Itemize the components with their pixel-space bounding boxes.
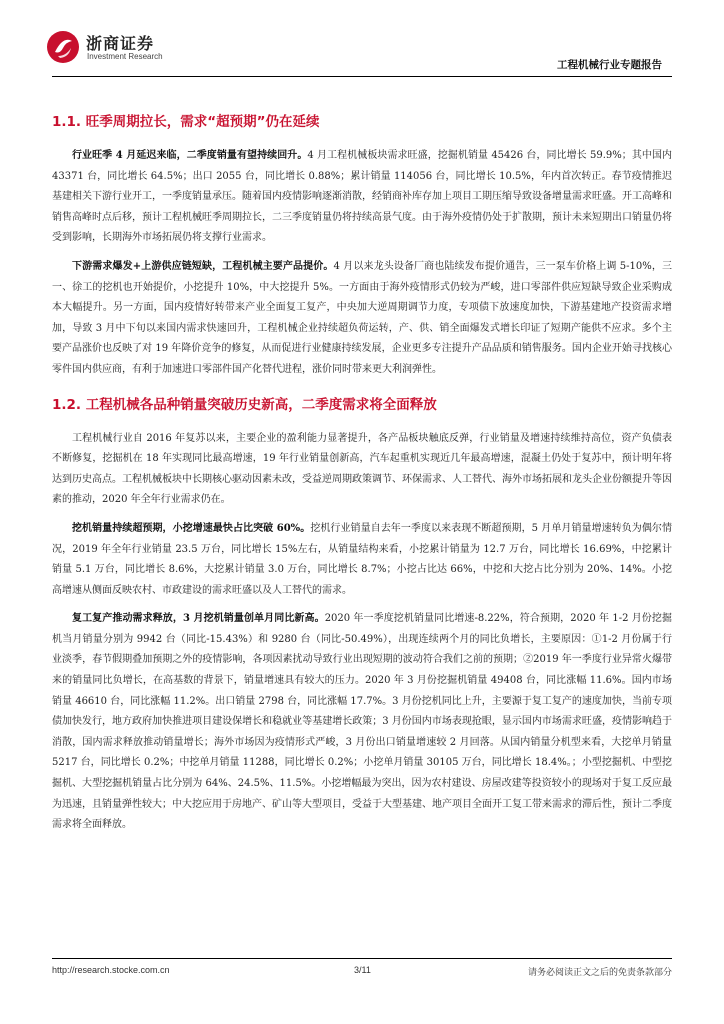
page-header: [0, 0, 724, 80]
section-heading-1-1: 1.1. 旺季周期拉长，需求“超预期”仍在延续: [52, 114, 320, 130]
paragraph-text: 2020 年一季度挖机销量同比增速-8.22%，符合预期，2020 年 1-2 月份挖掘机当月销量分别为 9942 台（同比-15.43%）和 9280 台（同比-50.49%），出现连续两个月的同比负增长，主要原因：①1-2 月份属于行业淡季，春节假期叠加预期之外的疫情影响，各项因素扰动导致行业出现短期的波动符合我们之前的预期；②2019 年一季度行业异常火爆带来的销量同比负增长，在高基数的背景下，销量增速具有较大的压力。2020 年 3 月份挖掘机销量 49408 台，同比涨幅 11.6%。国内市场销量 46610 台，同比涨幅 11.2%。出口销量 2798 台，同比涨幅 17.7%。3 月份挖机同比上升，主要源于复工复产的速度加快，当前专项债加快发行，地方政府加快推进项目建设保增长和稳就业等基建增长政策；3 月份国内市场表现抢眼，显示国内市场需求旺盛，疫情影响趋于消散，国内需求释放推动销量增长；海外市场因为疫情形式严峻，3 月份出口销量增速较 2 月回落。从国内销量分机型来看，大挖单月销量 5217 台，同比增长 0.2%；中挖单月销量 11288，同比增长 0.2%；小挖单月销量 30105 万台，同比增长 18.4%。；小型挖掘机、中型挖掘机、大型挖掘机销量占比分别为 64%、24.5%、11.5%。小挖增幅最为突出，因为农村建设、房屋改建等投资较小的现场对于复工反应最为迅速，且销量弹性较大；中大挖应用于房地产、矿山等大型项目，受益于大型基建、地产项目全面开工复工带来需求的滞后性，预计二季度需求将全面释放。: [52, 613, 672, 831]
brand-name: 浙商证券: [86, 34, 155, 53]
paragraph-lead: 行业旺季 4 月延迟来临，二季度销量有望持续回升。: [72, 150, 308, 161]
paragraph: [52, 257, 672, 381]
footer-disclaimer: 请务必阅读正文之后的免责条款部分: [527, 968, 672, 978]
paragraph: [52, 609, 672, 836]
report-type: 工程机械行业专题报告: [557, 59, 662, 71]
page-number: 3/11: [354, 965, 371, 975]
paragraph: [52, 146, 672, 249]
paragraph: [52, 429, 672, 511]
brand-logo-icon: [46, 30, 80, 64]
paragraph-lead: 复工复产推动需求释放，3 月挖机销量创单月同比新高。: [72, 613, 325, 625]
paragraph: [52, 519, 672, 601]
footer-url-link[interactable]: http://research.stocke.com.cn: [52, 965, 170, 975]
paragraph-text: 工程机械行业自 2016 年复苏以来，主要企业的盈利能力显著提升，各产品板块触底反弹，行业销量及增速持续维持高位，资产负债表不断修复，挖掘机在 18 年实现同比最高增速，19 年行业销量创新高，汽车起重机实现近几年最高增速，混凝土仍处于复苏中，预计明年将达到历史高点。工程机械板块中长期核心驱动因素未改，受益逆周期政策调节、环保需求、人工替代、海外市场拓展和龙头企业份额提升等因素的推动，2020 年全年行业需求仍在。: [52, 432, 672, 506]
paragraph-lead: 下游需求爆发+上游供应链短缺，工程机械主要产品提价。: [72, 260, 334, 272]
paragraph-text: 4 月以来龙头设备厂商也陆续发布提价通告，三一泵车价格上调 5-10%，三一、徐工的挖机也开始提价，小挖提升 10%，中大挖提升 5%。一方面由于海外疫情形式仍较为严峻，进口零部件供应短缺导致企业采购成本大幅提升。另一方面，国内疫情好转带来产业全面复工复产，中央加大逆周期调节力度，专项债下放速度加快，下游基建地产投资需求增加，导致 3 月中下旬以来国内需求快速回升，工程机械企业持续超负荷运转，产、供、销全面爆发式增长印证了短期产能供不应求。多个主要产品涨价也反映了对 19 年降价竞争的修复，从而促进行业健康持续发展，企业更多专注提升产品品质和销售服务。国内企业开始寻找核心零件国内供应商，有利于加速进口零部件国产化替代进程，涨价同时带来更大利润弹性。: [52, 260, 672, 375]
paragraph-text: 4 月工程机械板块需求旺盛，挖掘机销量 45426 台，同比增长 59.9%；其中国内 43371 台，同比增长 64.5%；出口 2055 台，同比增长 0.88%；累计销量 114056 台，同比增长 10.5%，年内首次转正。春节疫情推迟基建相关下游行业开工，一季度销量承压。随着国内疫情影响逐渐消散，经销商补库存加上项目工期压缩导致设备增量需求旺盛。开工高峰和销售高峰时点后移，预计工程机械旺季周期拉长，二三季度销量仍将持续高景气度。由于海外疫情仍处于扩散期，预计未来短期出口销量仍将受到影响，长期海外市场拓展仍将支撑行业需求。: [52, 150, 673, 244]
main-content: [52, 112, 672, 844]
brand-name-en: Investment Research: [87, 52, 163, 61]
paragraph-text: 挖机行业销量自去年一季度以来表现不断超预期，5 月单月销量增速转负为偶尔情况，2019 年全年行业销量 23.5 万台，同比增长 15%左右，从销量结构来看，小挖累计销量为 12.7 万台，同比增长 16.69%，中挖累计销量 5.1 万台，同比增长 8.6%，大挖累计销量 3.0 万台，同比增长 8.7%；小挖占比达 66%，中挖和大挖占比分别为 20%、14%。小挖高增速从侧面反映农村、市政建设的需求旺盛以及人工替代的需求。: [52, 522, 672, 596]
paragraph-lead: 挖机销量持续超预期，小挖增速最快占比突破 60%。: [72, 522, 311, 534]
footer-divider: [52, 958, 672, 959]
header-divider: [52, 76, 672, 77]
section-heading-1-2: 1.2. 工程机械各品种销量突破历史新高，二季度需求将全面释放: [52, 396, 437, 413]
